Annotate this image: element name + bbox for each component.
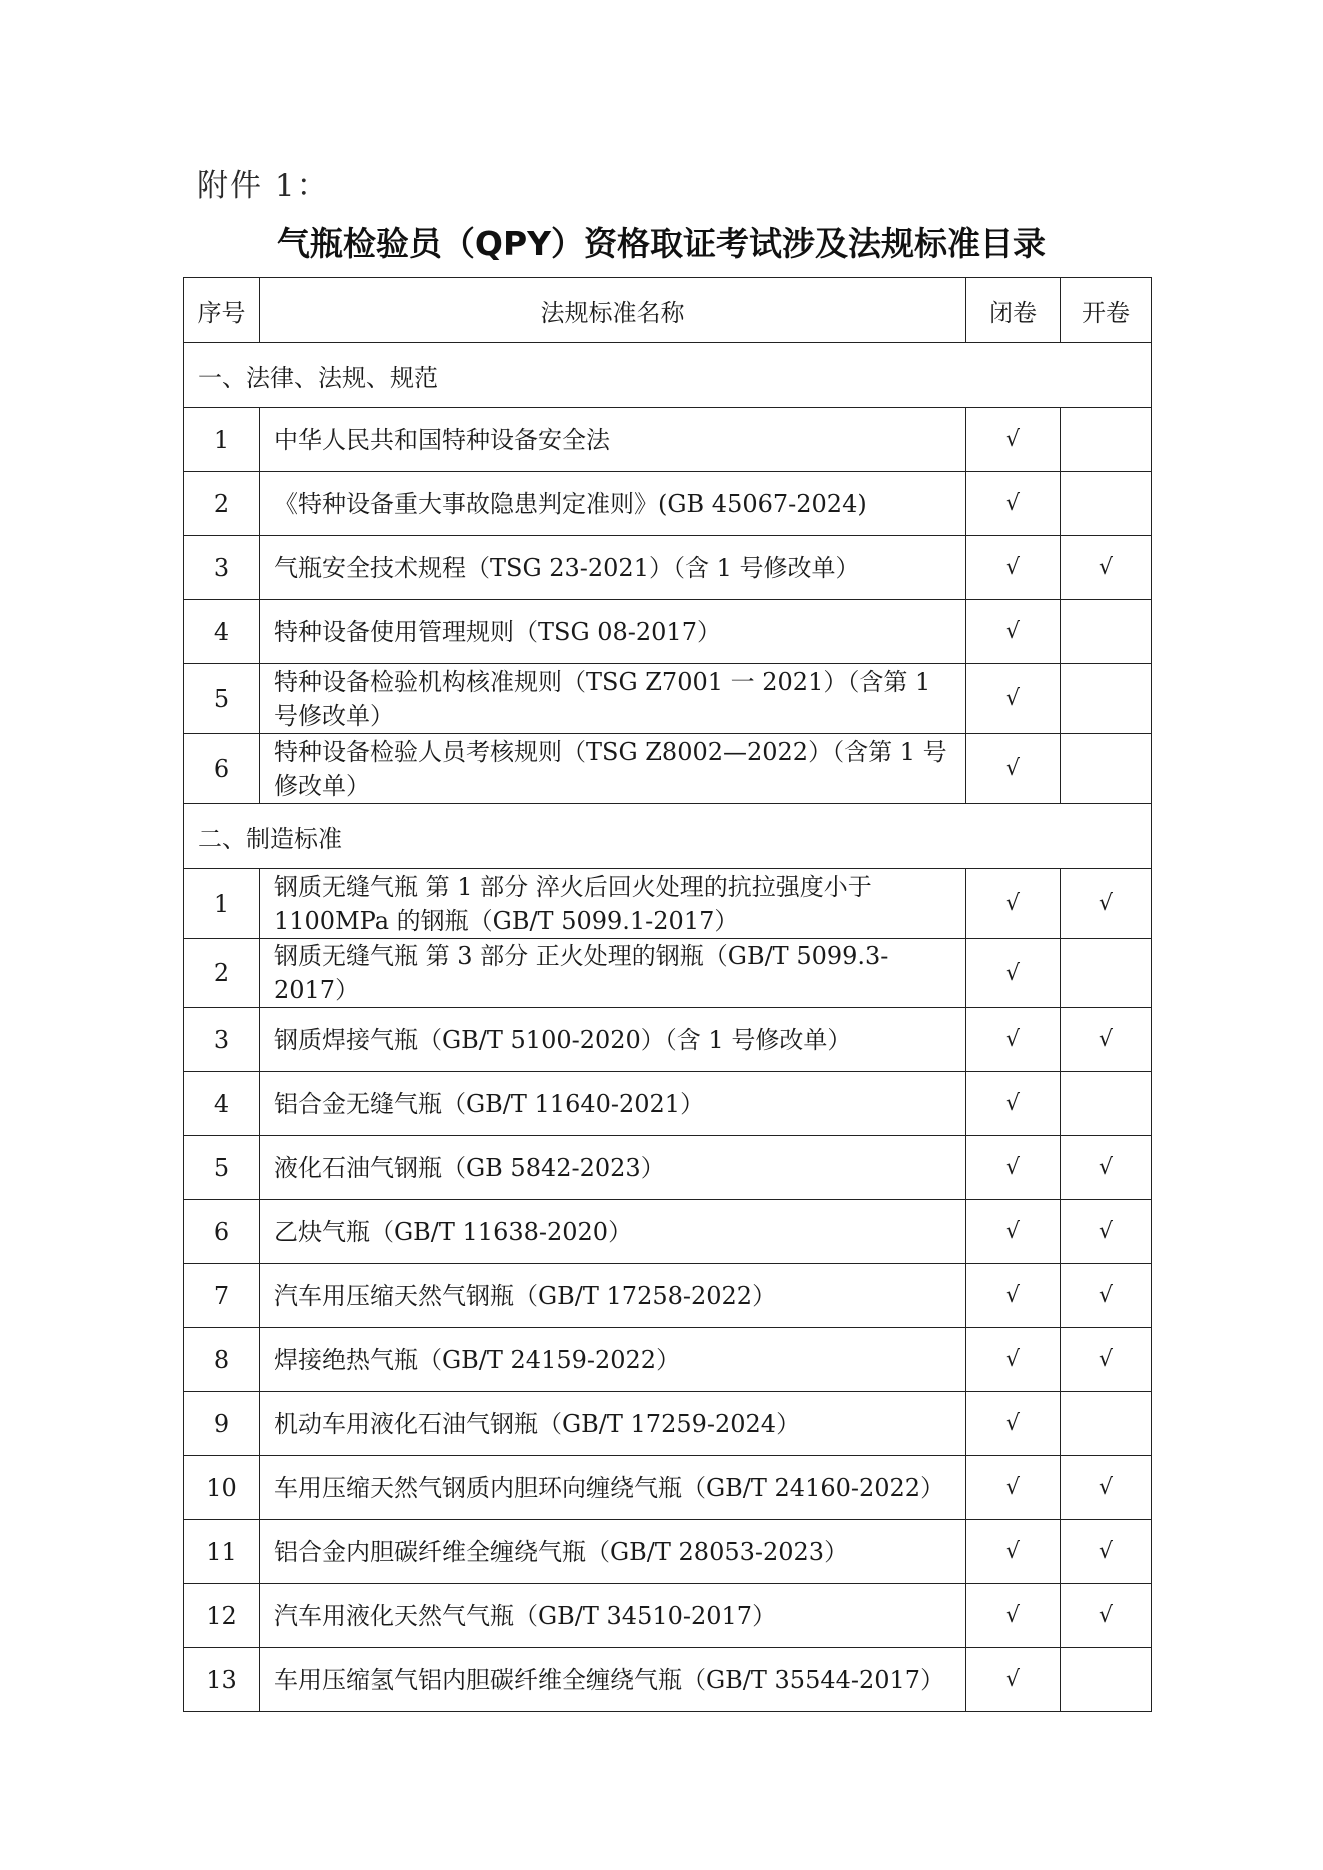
row-number: 10 <box>184 1456 260 1520</box>
open-book-mark <box>1061 1648 1152 1712</box>
table-row <box>184 1584 1152 1648</box>
standard-name: 特种设备检验人员考核规则（TSG Z8002—2022）（含第 1 号修改单） <box>260 734 966 804</box>
section-row <box>184 804 1152 869</box>
row-number: 4 <box>184 600 260 664</box>
open-book-mark: √ <box>1061 1200 1152 1264</box>
open-book-mark: √ <box>1061 1264 1152 1328</box>
row-number: 2 <box>184 472 260 536</box>
standard-name: 中华人民共和国特种设备安全法 <box>260 408 966 472</box>
column-header-no: 序号 <box>184 278 260 343</box>
row-number: 4 <box>184 1072 260 1136</box>
row-number: 13 <box>184 1648 260 1712</box>
standard-name: 机动车用液化石油气钢瓶（GB/T 17259-2024） <box>260 1392 966 1456</box>
table-header-row <box>184 278 1152 343</box>
closed-book-mark: √ <box>966 939 1061 1008</box>
closed-book-mark: √ <box>966 1008 1061 1072</box>
closed-book-mark: √ <box>966 1392 1061 1456</box>
column-header-open: 开卷 <box>1061 278 1152 343</box>
table-row <box>184 1072 1152 1136</box>
closed-book-mark: √ <box>966 1648 1061 1712</box>
standard-name: 钢质焊接气瓶（GB/T 5100-2020）（含 1 号修改单） <box>260 1008 966 1072</box>
standard-name: 车用压缩氢气铝内胆碳纤维全缠绕气瓶（GB/T 35544-2017） <box>260 1648 966 1712</box>
row-number: 8 <box>184 1328 260 1392</box>
standard-name: 汽车用液化天然气气瓶（GB/T 34510-2017） <box>260 1584 966 1648</box>
closed-book-mark: √ <box>966 1200 1061 1264</box>
table-row <box>184 1648 1152 1712</box>
row-number: 3 <box>184 536 260 600</box>
standard-name: 乙炔气瓶（GB/T 11638-2020） <box>260 1200 966 1264</box>
open-book-mark <box>1061 664 1152 734</box>
row-number: 11 <box>184 1520 260 1584</box>
table-row <box>184 1200 1152 1264</box>
closed-book-mark: √ <box>966 1328 1061 1392</box>
row-number: 1 <box>184 869 260 939</box>
row-number: 2 <box>184 939 260 1008</box>
open-book-mark <box>1061 1072 1152 1136</box>
table-row <box>184 1136 1152 1200</box>
open-book-mark <box>1061 472 1152 536</box>
table-row <box>184 1328 1152 1392</box>
row-number: 6 <box>184 1200 260 1264</box>
row-number: 3 <box>184 1008 260 1072</box>
closed-book-mark: √ <box>966 1136 1061 1200</box>
open-book-mark: √ <box>1061 1520 1152 1584</box>
table-row <box>184 734 1152 804</box>
table-row <box>184 1264 1152 1328</box>
row-number: 12 <box>184 1584 260 1648</box>
table-row <box>184 600 1152 664</box>
open-book-mark: √ <box>1061 1584 1152 1648</box>
row-number: 5 <box>184 1136 260 1200</box>
closed-book-mark: √ <box>966 1072 1061 1136</box>
closed-book-mark: √ <box>966 408 1061 472</box>
row-number: 9 <box>184 1392 260 1456</box>
closed-book-mark: √ <box>966 734 1061 804</box>
table-row <box>184 1520 1152 1584</box>
table-row <box>184 1456 1152 1520</box>
closed-book-mark: √ <box>966 536 1061 600</box>
open-book-mark: √ <box>1061 1136 1152 1200</box>
closed-book-mark: √ <box>966 472 1061 536</box>
row-number: 1 <box>184 408 260 472</box>
table-row <box>184 939 1152 1008</box>
standard-name: 气瓶安全技术规程（TSG 23-2021）（含 1 号修改单） <box>260 536 966 600</box>
open-book-mark: √ <box>1061 1008 1152 1072</box>
standards-table <box>183 277 1152 1712</box>
standard-name: 车用压缩天然气钢质内胆环向缠绕气瓶（GB/T 24160-2022） <box>260 1456 966 1520</box>
attachment-label: 附件 1： <box>197 168 330 204</box>
section-row <box>184 343 1152 408</box>
standard-name: 液化石油气钢瓶（GB 5842-2023） <box>260 1136 966 1200</box>
row-number: 7 <box>184 1264 260 1328</box>
standard-name: 特种设备使用管理规则（TSG 08-2017） <box>260 600 966 664</box>
standard-name: 铝合金无缝气瓶（GB/T 11640-2021） <box>260 1072 966 1136</box>
row-number: 5 <box>184 664 260 734</box>
table-row <box>184 536 1152 600</box>
closed-book-mark: √ <box>966 664 1061 734</box>
table-row <box>184 1008 1152 1072</box>
row-number: 6 <box>184 734 260 804</box>
column-header-closed: 闭卷 <box>966 278 1061 343</box>
table-row <box>184 1392 1152 1456</box>
table-row <box>184 664 1152 734</box>
document-title: 气瓶检验员（QPY）资格取证考试涉及法规标准目录 <box>276 224 1047 263</box>
standard-name: 铝合金内胆碳纤维全缠绕气瓶（GB/T 28053-2023） <box>260 1520 966 1584</box>
standard-name: 钢质无缝气瓶 第 3 部分 正火处理的钢瓶（GB/T 5099.3-2017） <box>260 939 966 1008</box>
closed-book-mark: √ <box>966 1520 1061 1584</box>
table-row <box>184 472 1152 536</box>
closed-book-mark: √ <box>966 1456 1061 1520</box>
section-title: 一、法律、法规、规范 <box>184 343 1152 408</box>
open-book-mark: √ <box>1061 869 1152 939</box>
closed-book-mark: √ <box>966 869 1061 939</box>
closed-book-mark: √ <box>966 1264 1061 1328</box>
open-book-mark <box>1061 939 1152 1008</box>
column-header-name: 法规标准名称 <box>260 278 966 343</box>
open-book-mark: √ <box>1061 1456 1152 1520</box>
standard-name: 钢质无缝气瓶 第 1 部分 淬火后回火处理的抗拉强度小于 1100MPa 的钢瓶（GB/T 5099.1-2017） <box>260 869 966 939</box>
closed-book-mark: √ <box>966 1584 1061 1648</box>
open-book-mark <box>1061 734 1152 804</box>
open-book-mark: √ <box>1061 1328 1152 1392</box>
open-book-mark <box>1061 408 1152 472</box>
standard-name: 焊接绝热气瓶（GB/T 24159-2022） <box>260 1328 966 1392</box>
standard-name: 《特种设备重大事故隐患判定准则》(GB 45067-2024) <box>260 472 966 536</box>
table-row <box>184 869 1152 939</box>
section-title: 二、制造标准 <box>184 804 1152 869</box>
table-row <box>184 408 1152 472</box>
standard-name: 汽车用压缩天然气钢瓶（GB/T 17258-2022） <box>260 1264 966 1328</box>
open-book-mark <box>1061 600 1152 664</box>
closed-book-mark: √ <box>966 600 1061 664</box>
open-book-mark <box>1061 1392 1152 1456</box>
open-book-mark: √ <box>1061 536 1152 600</box>
standard-name: 特种设备检验机构核准规则（TSG Z7001 一 2021）（含第 1 号修改单） <box>260 664 966 734</box>
